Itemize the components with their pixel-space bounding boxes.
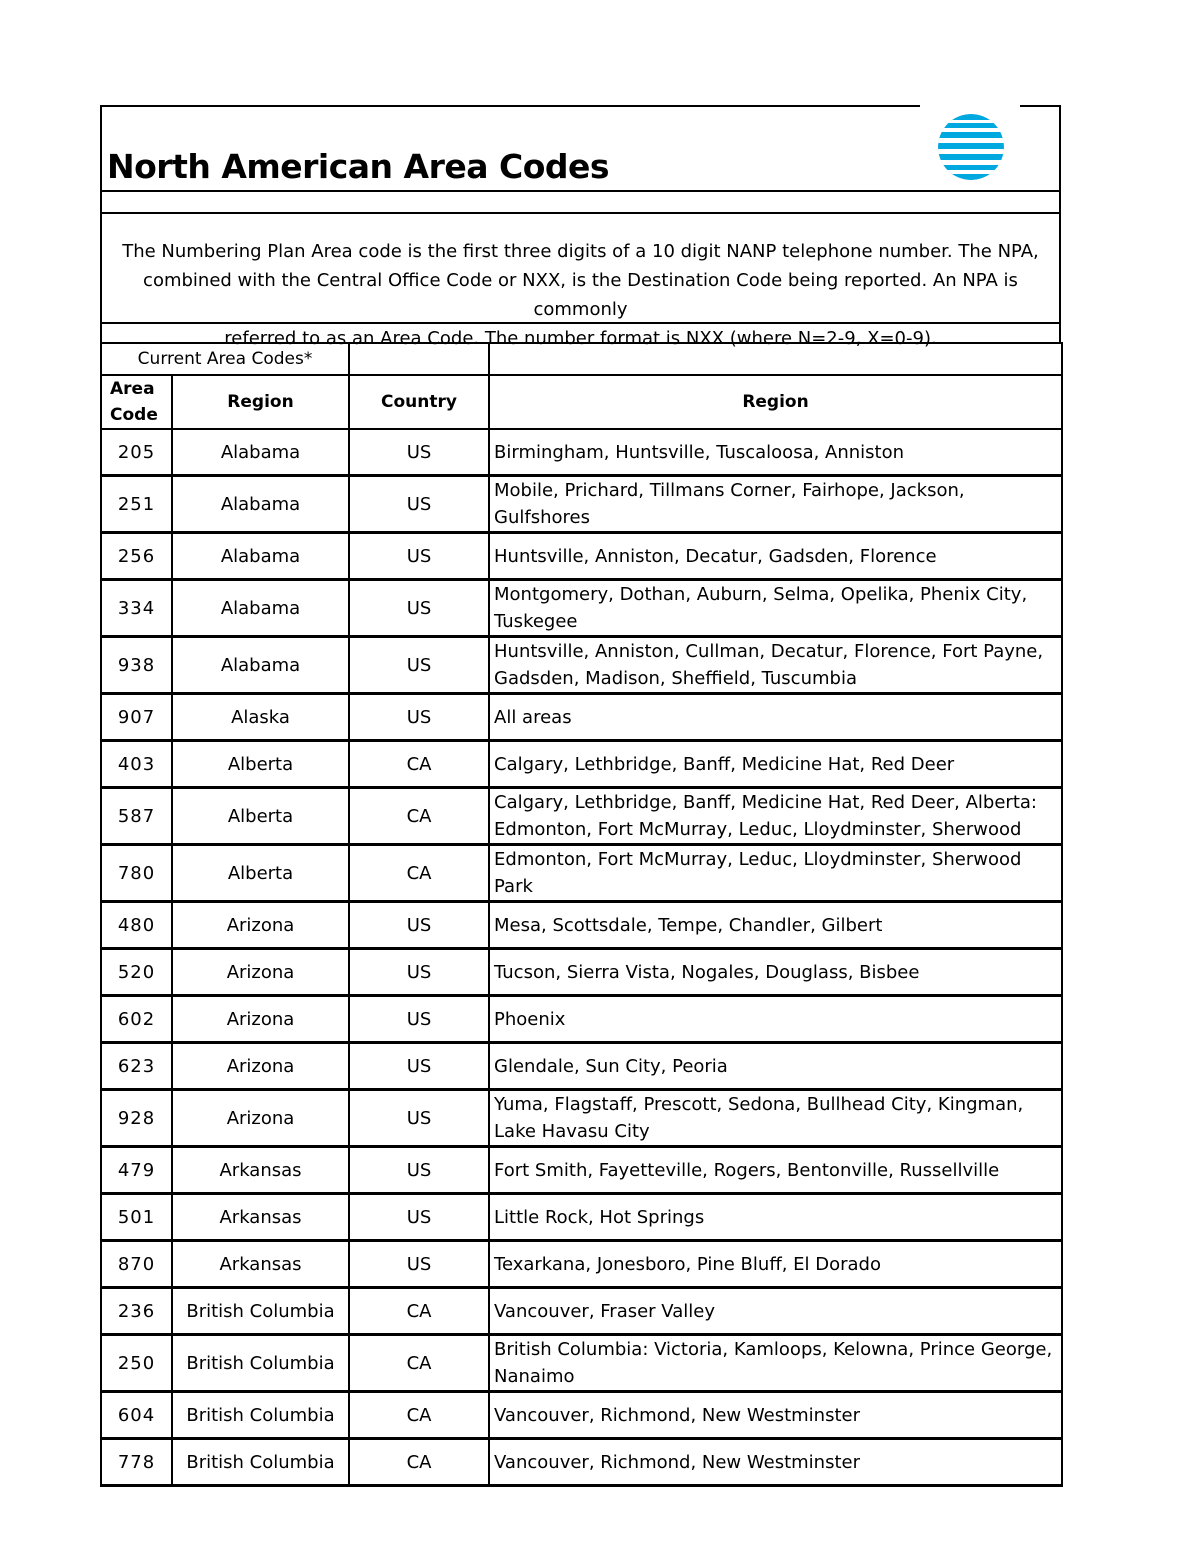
country-cell: CA: [349, 788, 489, 845]
cities-cell: Tucson, Sierra Vista, Nogales, Douglass, Bisbee: [489, 949, 1062, 996]
region-cell: British Columbia: [172, 1335, 349, 1392]
cities-cell: Mobile, Prichard, Tillmans Corner, Fairhope, Jackson, Gulfshores: [489, 476, 1062, 533]
att-globe-logo: [930, 113, 1010, 183]
area-code-cell: 623: [101, 1043, 172, 1090]
country-cell: CA: [349, 845, 489, 902]
table-row: [101, 580, 1062, 637]
region-cell: Alabama: [172, 580, 349, 637]
table-row: [101, 949, 1062, 996]
column-header-area-code: Area Code: [101, 375, 172, 429]
table-row: [101, 1241, 1062, 1288]
area-code-cell: 870: [101, 1241, 172, 1288]
cities-cell: Huntsville, Anniston, Cullman, Decatur, Florence, Fort Payne, Gadsden, Madison, Sheffield, Tuscumbia: [489, 637, 1062, 694]
table-row: [101, 476, 1062, 533]
table-row: [101, 1194, 1062, 1241]
cities-cell: Yuma, Flagstaff, Prescott, Sedona, Bullhead City, Kingman, Lake Havasu City: [489, 1090, 1062, 1147]
cities-cell: Edmonton, Fort McMurray, Leduc, Lloydminster, Sherwood Park: [489, 845, 1062, 902]
country-cell: US: [349, 533, 489, 580]
area-code-cell: 236: [101, 1288, 172, 1335]
cities-cell: Calgary, Lethbridge, Banff, Medicine Hat, Red Deer, Alberta: Edmonton, Fort McMurray, Leduc, Lloydminster, Sherwood: [489, 788, 1062, 845]
cities-cell: Little Rock, Hot Springs: [489, 1194, 1062, 1241]
country-cell: CA: [349, 1335, 489, 1392]
country-cell: US: [349, 1147, 489, 1194]
area-code-cell: 403: [101, 741, 172, 788]
cities-cell: Calgary, Lethbridge, Banff, Medicine Hat, Red Deer: [489, 741, 1062, 788]
country-cell: US: [349, 429, 489, 476]
area-code-cell: 938: [101, 637, 172, 694]
empty-cell: [349, 343, 489, 375]
region-cell: Alberta: [172, 845, 349, 902]
country-cell: CA: [349, 1288, 489, 1335]
area-code-cell: 251: [101, 476, 172, 533]
table-row: [101, 845, 1062, 902]
region-cell: British Columbia: [172, 1439, 349, 1486]
area-code-cell: 480: [101, 902, 172, 949]
area-code-cell: 907: [101, 694, 172, 741]
table-row: [101, 1043, 1062, 1090]
country-cell: US: [349, 637, 489, 694]
title-divider: [100, 190, 1061, 192]
region-cell: Arizona: [172, 1090, 349, 1147]
table-row: [101, 637, 1062, 694]
cities-cell: Texarkana, Jonesboro, Pine Bluff, El Dorado: [489, 1241, 1062, 1288]
cities-cell: All areas: [489, 694, 1062, 741]
country-cell: US: [349, 949, 489, 996]
region-cell: Alberta: [172, 741, 349, 788]
table-row: [101, 1392, 1062, 1439]
country-cell: US: [349, 1043, 489, 1090]
area-code-cell: 205: [101, 429, 172, 476]
description-line: combined with the Central Office Code or NXX, is the Destination Code being reported. An NPA is commonly: [143, 270, 1018, 320]
region-cell: Arkansas: [172, 1241, 349, 1288]
region-cell: Alberta: [172, 788, 349, 845]
country-cell: CA: [349, 1392, 489, 1439]
cities-cell: Vancouver, Richmond, New Westminster: [489, 1439, 1062, 1486]
cities-cell: Montgomery, Dothan, Auburn, Selma, Opelika, Phenix City, Tuskegee: [489, 580, 1062, 637]
description: [100, 237, 1061, 353]
area-code-cell: 928: [101, 1090, 172, 1147]
cities-cell: Vancouver, Fraser Valley: [489, 1288, 1062, 1335]
region-cell: Alabama: [172, 476, 349, 533]
table-caption: Current Area Codes*: [101, 343, 349, 375]
area-code-cell: 602: [101, 996, 172, 1043]
cities-cell: Fort Smith, Fayetteville, Rogers, Bentonville, Russellville: [489, 1147, 1062, 1194]
region-cell: Alabama: [172, 533, 349, 580]
country-cell: US: [349, 1241, 489, 1288]
table-row: [101, 1090, 1062, 1147]
area-code-cell: 334: [101, 580, 172, 637]
region-cell: Arizona: [172, 996, 349, 1043]
area-code-cell: 501: [101, 1194, 172, 1241]
area-code-cell: 780: [101, 845, 172, 902]
area-code-cell: 256: [101, 533, 172, 580]
area-code-cell: 520: [101, 949, 172, 996]
region-cell: Arizona: [172, 949, 349, 996]
country-cell: US: [349, 580, 489, 637]
column-header-cities: Region: [489, 375, 1062, 429]
region-cell: Arizona: [172, 902, 349, 949]
region-cell: Alabama: [172, 637, 349, 694]
region-cell: Alaska: [172, 694, 349, 741]
table-row: [101, 741, 1062, 788]
page-title: North American Area Codes: [107, 147, 610, 186]
country-cell: US: [349, 996, 489, 1043]
table-row: [101, 533, 1062, 580]
region-cell: British Columbia: [172, 1288, 349, 1335]
table-row: [101, 429, 1062, 476]
table-row: [101, 902, 1062, 949]
empty-cell: [489, 343, 1062, 375]
country-cell: US: [349, 476, 489, 533]
area-code-cell: 587: [101, 788, 172, 845]
region-cell: Arizona: [172, 1043, 349, 1090]
area-code-cell: 479: [101, 1147, 172, 1194]
cities-cell: Glendale, Sun City, Peoria: [489, 1043, 1062, 1090]
cities-cell: Birmingham, Huntsville, Tuscaloosa, Anniston: [489, 429, 1062, 476]
description-line: referred to as an Area Code. The number format is NXX (where N=2-9, X=0-9).: [224, 328, 937, 349]
cities-cell: Phoenix: [489, 996, 1062, 1043]
area-code-cell: 604: [101, 1392, 172, 1439]
cities-cell: Huntsville, Anniston, Decatur, Gadsden, Florence: [489, 533, 1062, 580]
column-header-region: Region: [172, 375, 349, 429]
table-row: [101, 1147, 1062, 1194]
frame-top-border: [100, 105, 920, 107]
country-cell: CA: [349, 1439, 489, 1486]
cities-cell: Vancouver, Richmond, New Westminster: [489, 1392, 1062, 1439]
table-row: [101, 996, 1062, 1043]
table-row: [101, 788, 1062, 845]
country-cell: US: [349, 694, 489, 741]
region-cell: Arkansas: [172, 1147, 349, 1194]
country-cell: US: [349, 1194, 489, 1241]
country-cell: CA: [349, 741, 489, 788]
area-code-cell: 778: [101, 1439, 172, 1486]
cities-cell: British Columbia: Victoria, Kamloops, Kelowna, Prince George, Nanaimo: [489, 1335, 1062, 1392]
area-codes-table: [100, 342, 1063, 1487]
description-line: The Numbering Plan Area code is the first three digits of a 10 digit NANP telephone number. The NPA,: [122, 241, 1039, 262]
column-header-country: Country: [349, 375, 489, 429]
spacer-divider: [100, 212, 1061, 214]
frame-top-border-right: [1020, 105, 1061, 107]
region-cell: Arkansas: [172, 1194, 349, 1241]
region-cell: British Columbia: [172, 1392, 349, 1439]
country-cell: US: [349, 902, 489, 949]
region-cell: Alabama: [172, 429, 349, 476]
table-row: [101, 694, 1062, 741]
country-cell: US: [349, 1090, 489, 1147]
table-row: [101, 1288, 1062, 1335]
table-row: [101, 1439, 1062, 1486]
cities-cell: Mesa, Scottsdale, Tempe, Chandler, Gilbert: [489, 902, 1062, 949]
table-row: [101, 1335, 1062, 1392]
area-code-cell: 250: [101, 1335, 172, 1392]
